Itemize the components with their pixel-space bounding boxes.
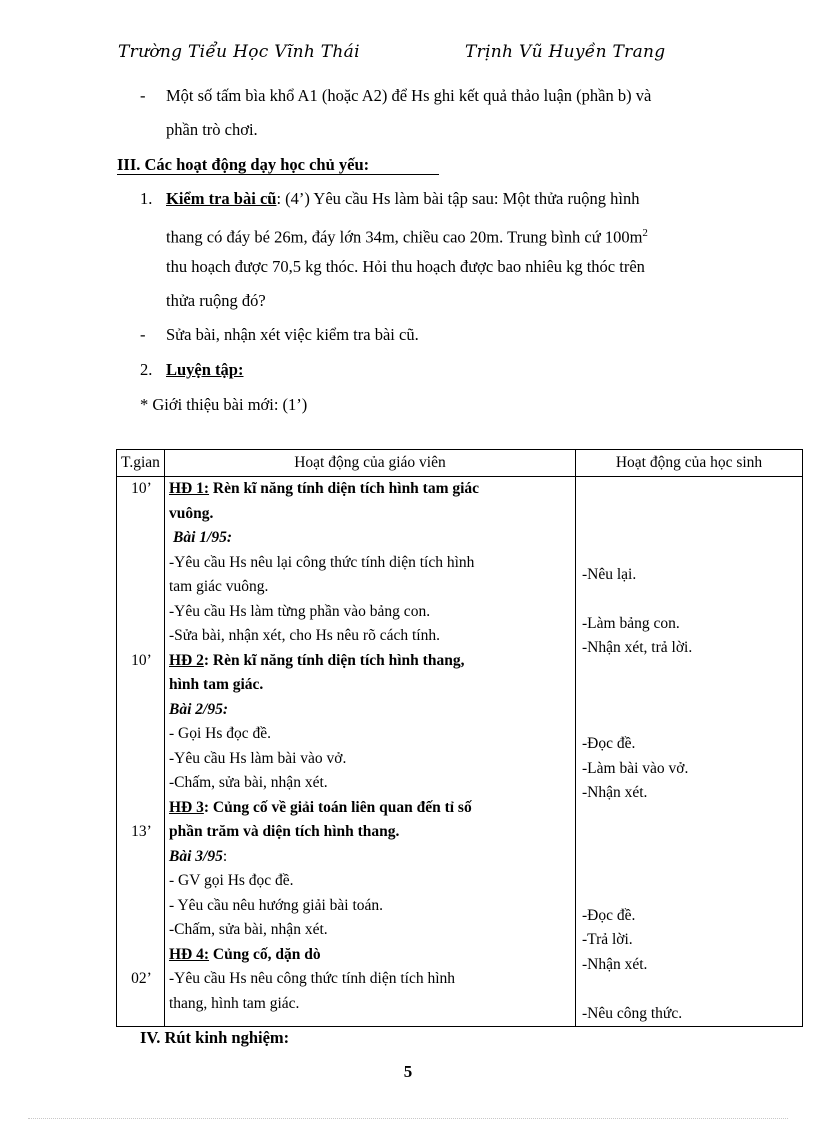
hd1-step-3: -Sửa bài, nhận xét, cho Hs nêu rõ cách tính. xyxy=(169,627,440,644)
time-hd3: 13’ xyxy=(131,823,152,840)
hd1-title-2: vuông. xyxy=(169,504,214,522)
fix-bullet: - xyxy=(140,325,146,344)
item-1-label: Kiểm tra bài cũ xyxy=(166,189,277,208)
materials-line-2: phần trò chơi. xyxy=(166,120,258,139)
hd4-title xyxy=(169,943,573,968)
student-s9: -Nhận xét. xyxy=(582,955,648,973)
materials-line-1: Một số tấm bìa khổ A1 (hoặc A2) để Hs ghi kết quả thảo luận (phần b) và xyxy=(166,86,652,105)
item-1-number: 1. xyxy=(140,189,153,208)
hd3-step-3: -Chấm, sửa bài, nhận xét. xyxy=(169,921,328,938)
item-1-line-2-text: thang có đáy bé 26m, đáy lớn 34m, chiều cao 20m. Trung bình cứ 100m xyxy=(166,227,643,247)
header-time: T.gian xyxy=(117,450,165,477)
student-s8: -Trả lời. xyxy=(582,931,633,948)
time-hd1: 10’ xyxy=(131,480,152,497)
hd3-step-1: - GV gọi Hs đọc đề. xyxy=(169,872,294,889)
teacher-column xyxy=(165,477,576,1027)
student-s4: -Đọc đề. xyxy=(582,735,636,752)
hd3-step-2: - Yêu cầu nêu hướng giải bài toán. xyxy=(169,896,384,914)
student-s5: -Làm bài vào vở. xyxy=(582,759,689,777)
item-1-line-2 xyxy=(166,223,648,248)
time-hd2: 10’ xyxy=(131,651,152,669)
hd1-step-1: -Yêu cầu Hs nêu lại công thức tính diện tích hình xyxy=(169,553,475,571)
hd2-step-1: - Gọi Hs đọc đề. xyxy=(169,725,272,742)
student-s7: -Đọc đề. xyxy=(582,906,636,924)
section-3-title: III. Các hoạt động dạy học chủ yếu: xyxy=(117,155,370,174)
hd4-title-text: Củng cố, dặn dò xyxy=(209,945,321,963)
hd4-step-1b: thang, hình tam giác. xyxy=(169,994,300,1012)
table-body-row xyxy=(117,477,803,1027)
hd2-exercise: Bài 2/95: xyxy=(169,700,228,718)
student-s10: -Nêu công thức. xyxy=(582,1004,683,1022)
hd2-title xyxy=(169,649,573,674)
hd1-step-2: -Yêu cầu Hs làm từng phần vào bảng con. xyxy=(169,602,431,620)
header-student-activity: Hoạt động của học sinh xyxy=(576,450,803,477)
item-1-superscript: 2 xyxy=(642,227,648,239)
hd3-tag: HĐ 3 xyxy=(169,798,204,816)
hd2-tag: HĐ 2 xyxy=(169,651,204,669)
table-header-row xyxy=(117,450,803,477)
item-2-label: Luyện tập: xyxy=(166,360,244,379)
hd1-step-1b: tam giác vuông. xyxy=(169,578,269,595)
time-column xyxy=(117,477,165,1027)
hd2-step-2: -Yêu cầu Hs làm bài vào vở. xyxy=(169,749,347,767)
student-column xyxy=(576,477,803,1027)
header-teacher: Trịnh Vũ Huyền Trang xyxy=(465,42,666,62)
hd1-tag: HĐ 1: xyxy=(169,480,210,497)
hd3-title xyxy=(169,796,573,821)
hd3-exercise-colon: : xyxy=(222,847,228,865)
item-1-line-3: thu hoạch được 70,5 kg thóc. Hỏi thu hoạch được bao nhiêu kg thóc trên xyxy=(166,257,645,276)
item-1-line-1-rest: : (4’) Yêu cầu Hs làm bài tập sau: Một thửa ruộng hình xyxy=(276,189,640,208)
lesson-table xyxy=(116,449,803,1027)
time-hd4: 02’ xyxy=(131,970,152,987)
hd4-step-1: -Yêu cầu Hs nêu công thức tính diện tích hình xyxy=(169,970,456,987)
hd1-title-text: Rèn kĩ năng tính diện tích hình tam giác xyxy=(209,480,480,497)
hd3-exercise-label: Bài 3/95 xyxy=(169,847,223,865)
section-4-text: IV. Rút kinh nghiệm: xyxy=(140,1028,290,1047)
hd1-exercise: Bài 1/95: xyxy=(173,529,232,546)
section-4-title xyxy=(140,1028,289,1048)
header-school: Trường Tiểu Học Vĩnh Thái xyxy=(118,42,360,62)
hd2-title-text: : Rèn kĩ năng tính diện tích hình thang, xyxy=(203,651,465,669)
materials-bullet: - xyxy=(140,86,146,105)
student-s1: -Nêu lại. xyxy=(582,565,637,583)
bottom-dotted-rule xyxy=(28,1118,788,1119)
student-s2: -Làm bảng con. xyxy=(582,614,680,632)
item-2-number: 2. xyxy=(140,360,153,379)
fix-text: Sửa bài, nhận xét việc kiểm tra bài cũ. xyxy=(166,325,419,344)
hd3-exercise xyxy=(169,845,573,870)
item-1-line-4: thửa ruộng đó? xyxy=(166,291,266,310)
page-number: 5 xyxy=(403,1062,413,1081)
item-1-line-1 xyxy=(166,189,639,209)
hd2-step-3: -Chấm, sửa bài, nhận xét. xyxy=(169,774,328,791)
header-teacher-activity: Hoạt động của giáo viên xyxy=(165,450,576,477)
hd4-tag: HĐ 4: xyxy=(169,945,210,963)
hd3-title-2: phần trăm và diện tích hình thang. xyxy=(169,823,400,840)
student-s3: -Nhận xét, trả lời. xyxy=(582,639,693,656)
section-3-underline xyxy=(117,174,439,175)
intro-line: * Giới thiệu bài mới: (1’) xyxy=(140,395,308,414)
student-s6: -Nhận xét. xyxy=(582,784,648,801)
hd3-title-text: : Củng cố về giải toán liên quan đến tỉ số xyxy=(203,798,472,816)
hd2-title-2: hình tam giác. xyxy=(169,676,264,693)
hd1-title xyxy=(169,477,573,502)
